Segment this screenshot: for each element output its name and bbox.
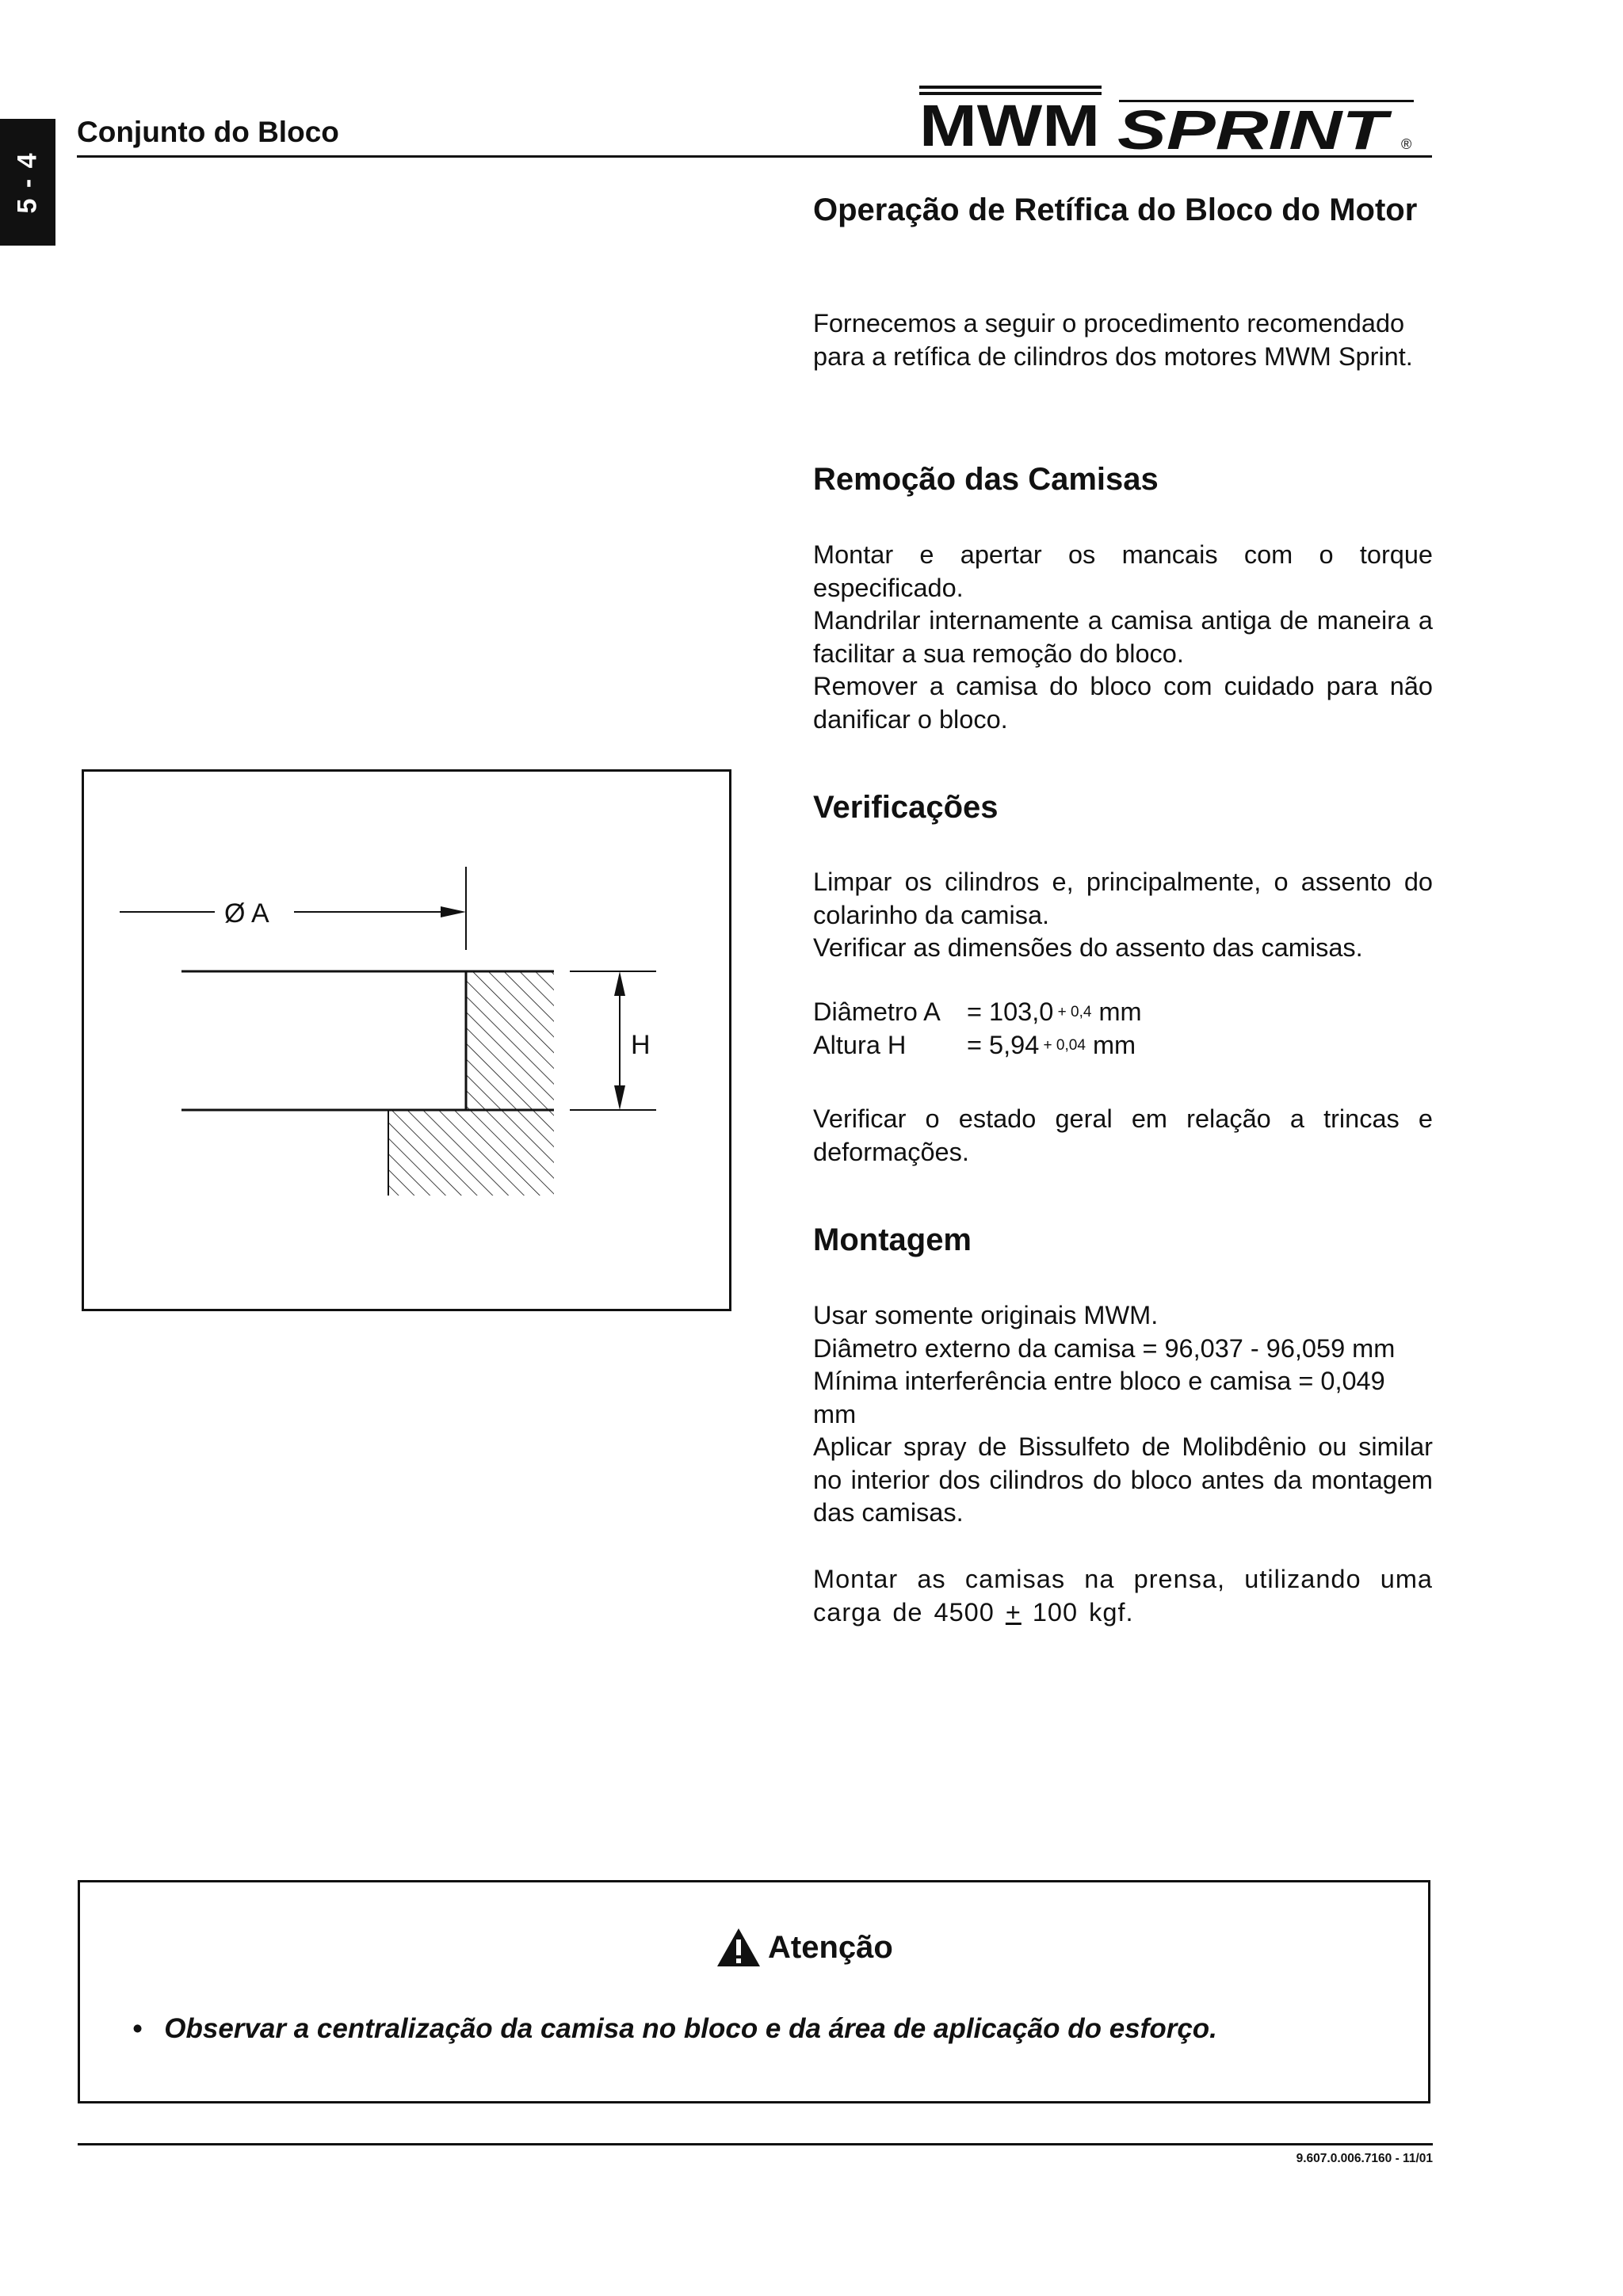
dim-h-label: H xyxy=(631,1030,651,1060)
intro-section xyxy=(813,190,1433,230)
mwm-sprint-logo xyxy=(919,82,1419,152)
spec-tolerance: + 0,04 xyxy=(1043,1036,1086,1054)
hatch-lower xyxy=(388,1110,554,1196)
removal-line: Remover a camisa do bloco com cuidado para não danificar o bloco. xyxy=(813,672,1433,734)
liner-seat-figure xyxy=(82,769,731,1311)
section-heading: Conjunto do Bloco xyxy=(77,116,339,148)
assembly-line: Usar somente originais MWM. xyxy=(813,1301,1159,1329)
page-number: 5 - 4 xyxy=(12,151,43,214)
attention-box xyxy=(78,1880,1430,2103)
assembly-press-block xyxy=(813,1563,1433,1629)
spec-label: Diâmetro A xyxy=(813,997,941,1026)
removal-line: Mandrilar internamente a camisa antiga de maneira a facilitar a sua remoção do bloco. xyxy=(813,606,1433,668)
assembly-press-tail: 100 kgf. xyxy=(1032,1597,1134,1627)
intro-body: Fornecemos a seguir o procedimento recomendado para a retífica de cilindros dos motores MWM Sprint. xyxy=(813,309,1413,371)
plus-minus-symbol: + xyxy=(1005,1597,1022,1627)
removal-section xyxy=(813,460,1433,499)
checks-body-block xyxy=(813,866,1433,965)
removal-title: Remoção das Camisas xyxy=(813,462,1159,497)
logo-model-text: SPRINT xyxy=(1117,99,1392,152)
removal-body-block xyxy=(813,539,1433,736)
spec-value: = 103,0 xyxy=(967,997,1054,1026)
assembly-section xyxy=(813,1220,1433,1260)
page-number-tab xyxy=(0,119,55,246)
dim-h-arrow-down-icon xyxy=(614,1085,625,1110)
dim-h-arrow-up-icon xyxy=(614,971,625,996)
checks-line: Verificar as dimensões do assento das camisas. xyxy=(813,933,1363,962)
assembly-press xyxy=(813,1563,1433,1629)
footer-rule xyxy=(78,2143,1433,2145)
assembly-body-block xyxy=(813,1299,1433,1431)
assembly-title: Montagem xyxy=(813,1222,972,1257)
spec-row-height xyxy=(813,1029,1433,1062)
assembly-line: Diâmetro externo da camisa = 96,037 - 96,059 mm xyxy=(813,1333,1396,1363)
dim-a-arrow-icon xyxy=(441,906,466,917)
spec-row-diameter xyxy=(813,996,1433,1029)
assembly-press-text: Montar as camisas na prensa, utilizando uma carga de 4500 xyxy=(813,1565,1433,1627)
assembly-spray-block xyxy=(813,1431,1433,1530)
attention-text: Observar a centralização da camisa no bloco e da área de aplicação do esforço. xyxy=(164,2013,1217,2044)
registered-mark: ® xyxy=(1401,136,1412,152)
intro-body-block xyxy=(813,307,1433,373)
specs-block xyxy=(813,996,1433,1062)
spec-unit: mm xyxy=(1098,997,1142,1026)
checks-note-block xyxy=(813,1103,1433,1169)
hatch-upper xyxy=(466,971,554,1110)
checks-section xyxy=(813,788,1433,827)
removal-line: Montar e apertar os mancais com o torque especificado. xyxy=(813,540,1433,602)
checks-title: Verificações xyxy=(813,790,999,825)
checks-note: Verificar o estado geral em relação a trincas e deformações. xyxy=(813,1104,1433,1166)
logo-brand-text: MWM xyxy=(919,93,1100,152)
attention-item xyxy=(132,2013,1217,2045)
spec-value: = 5,94 xyxy=(967,1030,1040,1059)
assembly-line: Mínima interferência entre bloco e camisa = 0,049 mm xyxy=(813,1367,1385,1428)
intro-title: Operação de Retífica do Bloco do Motor xyxy=(813,193,1418,227)
spec-tolerance: + 0,4 xyxy=(1057,1004,1092,1020)
checks-line: Limpar os cilindros e, principalmente, o assento do colarinho da camisa. xyxy=(813,868,1433,929)
liner-seat-diagram xyxy=(84,772,729,1309)
attention-title: Atenção xyxy=(768,1929,893,1965)
dim-a-label: Ø A xyxy=(224,898,269,929)
spec-label: Altura H xyxy=(813,1030,907,1059)
assembly-spray: Aplicar spray de Bissulfeto de Molibdênio ou similar no interior dos cilindros do bloco antes da montagem das camisas. xyxy=(813,1432,1433,1527)
spec-unit: mm xyxy=(1092,1030,1136,1059)
attention-header xyxy=(716,1927,893,1968)
warning-icon xyxy=(716,1927,762,1968)
document-code: 9.607.0.006.7160 - 11/01 xyxy=(1296,2152,1433,2165)
bullet: • xyxy=(132,2013,143,2044)
header-rule xyxy=(77,155,1432,158)
